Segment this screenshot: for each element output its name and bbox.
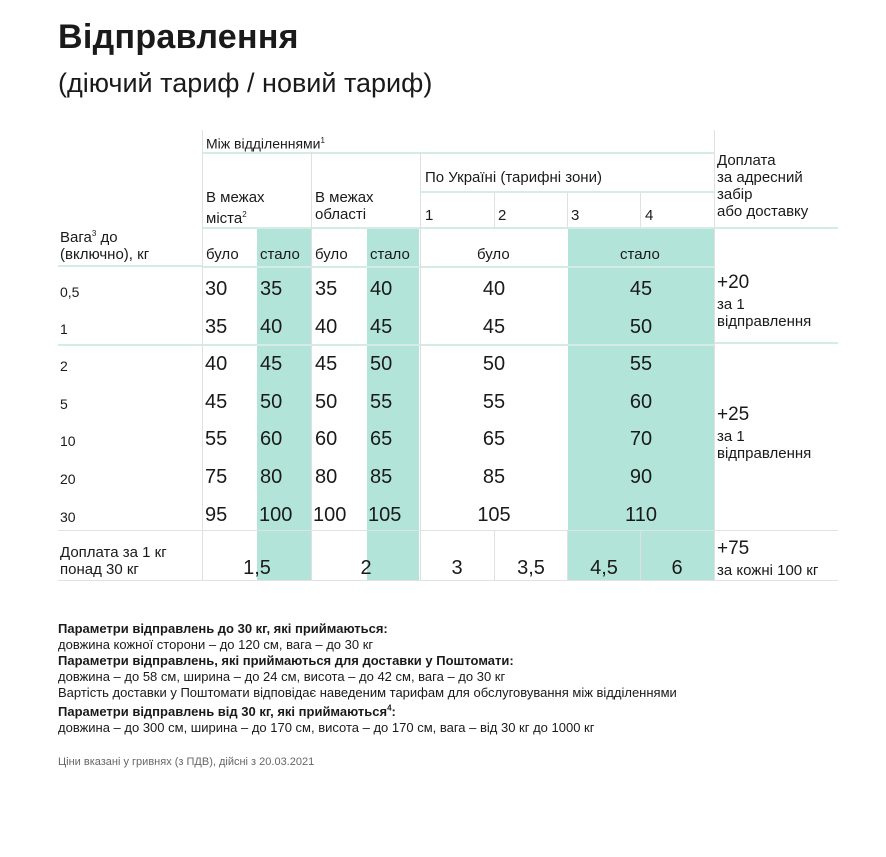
region-was-cell: 35 [315, 278, 338, 300]
extra-city-value: 1,5 [243, 557, 271, 579]
header-region: В межах області [315, 189, 374, 223]
note-2-title: Параметри відправлень, які приймаються для доставки у Поштомати: [58, 653, 514, 668]
note-1-title: Параметри відправлень до 30 кг, які приймаються: [58, 621, 388, 636]
city-was-cell: 95 [205, 504, 228, 526]
weight-cell: 2 [60, 358, 68, 374]
header-weight: Вага$^3$ до (включно), кг [60, 229, 150, 263]
note-3-text: Вартість доставки у Поштомати відповідає наведеним тарифам для обслуговування між відділеннями [58, 685, 677, 700]
rule-row-2 [58, 344, 714, 346]
ukraine-now-cell: 70 [629, 428, 653, 450]
city-now-cell: 80 [260, 466, 283, 488]
vrule-5b [567, 530, 568, 581]
region-now-cell: 50 [370, 353, 393, 375]
rule-surcharge-1 [714, 342, 838, 344]
weight-cell: 20 [60, 471, 76, 487]
ukraine-now-cell: 110 [625, 504, 657, 526]
city-now-cell: 40 [260, 316, 283, 338]
region-now-cell: 40 [370, 278, 393, 300]
ukraine-now-cell: 50 [629, 316, 653, 338]
ukraine-now-cell: 45 [629, 278, 653, 300]
extra-region-value: 2 [360, 557, 372, 579]
region-was-cell: 80 [315, 466, 338, 488]
note-4-text: довжина – до 300 см, ширина – до 170 см, висота – до 170 см, вага – від 30 кг до 1000 кг [58, 720, 595, 736]
zone-4-label: 4 [645, 207, 654, 224]
rule-was-now [202, 266, 714, 268]
vrule-4b [494, 530, 495, 581]
region-was-cell: 45 [315, 353, 338, 375]
ukraine-was-cell: 45 [482, 316, 506, 338]
vrule-6b [640, 530, 641, 581]
rule-weight-header [58, 265, 202, 267]
city-was-label: було [206, 246, 239, 263]
note-1-text: довжина кожної сторони – до 120 см, вага – до 30 кг [58, 637, 374, 652]
region-now-label: стало [370, 246, 410, 263]
zone-2-label: 2 [498, 207, 507, 224]
ukraine-was-cell: 105 [477, 504, 511, 526]
rule-extra [58, 530, 838, 531]
extra-zone-2-value: 3,5 [517, 557, 545, 579]
city-was-cell: 35 [205, 316, 228, 338]
ukraine-was-cell: 55 [482, 391, 506, 413]
header-between-branches: Між відділеннями$^1$ [206, 135, 325, 152]
region-was-cell: 60 [315, 428, 338, 450]
zone-1-label: 1 [425, 207, 434, 224]
page-title: Відправлення [58, 18, 299, 56]
extra-surcharge-text: за кожні 100 кг [717, 562, 819, 579]
header-surcharge: Доплата за адресний забір або доставку [717, 152, 809, 220]
vrule-1 [202, 130, 203, 581]
city-was-cell: 40 [205, 353, 228, 375]
city-was-cell: 55 [205, 428, 228, 450]
surcharge-1-amount: +20 [717, 272, 750, 293]
region-was-label: було [315, 246, 348, 263]
region-now-cell: 55 [370, 391, 393, 413]
region-now-cell: 45 [370, 316, 393, 338]
weight-cell: 30 [60, 509, 76, 525]
rule-subheader [202, 227, 838, 229]
header-ukraine-zones: По Україні (тарифні зони) [425, 169, 602, 186]
ukraine-was-cell: 85 [482, 466, 506, 488]
region-now-cell: 65 [370, 428, 393, 450]
surcharge-1-text: за 1 відправлення [717, 296, 812, 330]
note-2-text: довжина – до 58 см, ширина – до 24 см, висота – до 42 см, вага – до 30 кг [58, 669, 506, 684]
vrule-4 [494, 193, 495, 229]
rule-bottom [58, 580, 838, 581]
city-now-cell: 50 [260, 391, 283, 413]
header-city: В межах міста$^2$ [206, 189, 265, 227]
city-was-cell: 75 [205, 466, 228, 488]
vrule-5 [567, 193, 568, 229]
ukraine-now-cell: 55 [629, 353, 653, 375]
city-now-cell: 100 [259, 504, 293, 526]
city-was-cell: 30 [205, 278, 228, 300]
city-now-cell: 35 [260, 278, 283, 300]
extra-per-kg-label: Доплата за 1 кг понад 30 кг [60, 544, 167, 578]
note-4-title: Параметри відправлень від 30 кг, які приймаються$^4$: [58, 704, 396, 720]
vrule-6 [640, 193, 641, 229]
ukraine-was-cell: 40 [482, 278, 506, 300]
extra-zone-4-value: 6 [671, 557, 683, 579]
ukraine-now-cell: 90 [629, 466, 653, 488]
extra-zone-1-value: 3 [451, 557, 463, 579]
region-was-cell: 100 [313, 504, 347, 526]
region-was-cell: 40 [315, 316, 338, 338]
page-subtitle: (діючий тариф / новий тариф) [58, 68, 433, 98]
region-was-cell: 50 [315, 391, 338, 413]
region-now-cell: 85 [370, 466, 393, 488]
ukraine-now-cell: 60 [629, 391, 653, 413]
zone-3-label: 3 [571, 207, 580, 224]
vrule-7 [714, 130, 715, 581]
city-now-cell: 60 [260, 428, 283, 450]
notes [58, 621, 677, 736]
ukraine-now-label: стало [620, 246, 660, 263]
weight-cell: 5 [60, 396, 68, 412]
extra-zone-3-value: 4,5 [590, 557, 618, 579]
city-now-label: стало [260, 246, 300, 263]
vrule-3 [420, 152, 421, 581]
extra-surcharge-amount: +75 [717, 538, 750, 559]
region-now-cell: 105 [368, 504, 402, 526]
ukraine-was-label: було [477, 246, 510, 263]
surcharge-2-text: за 1 відправлення [717, 428, 812, 462]
vrule-2 [311, 152, 312, 581]
weight-cell: 0,5 [60, 284, 80, 300]
weight-cell: 1 [60, 321, 68, 337]
city-now-cell: 45 [260, 353, 283, 375]
weight-cell: 10 [60, 433, 76, 449]
city-was-cell: 45 [205, 391, 228, 413]
ukraine-was-cell: 50 [482, 353, 506, 375]
footer-note: Ціни вказані у гривнях (з ПДВ), дійсні з 20.03.2021 [58, 756, 315, 768]
surcharge-2-amount: +25 [717, 404, 750, 425]
ukraine-was-cell: 65 [482, 428, 506, 450]
